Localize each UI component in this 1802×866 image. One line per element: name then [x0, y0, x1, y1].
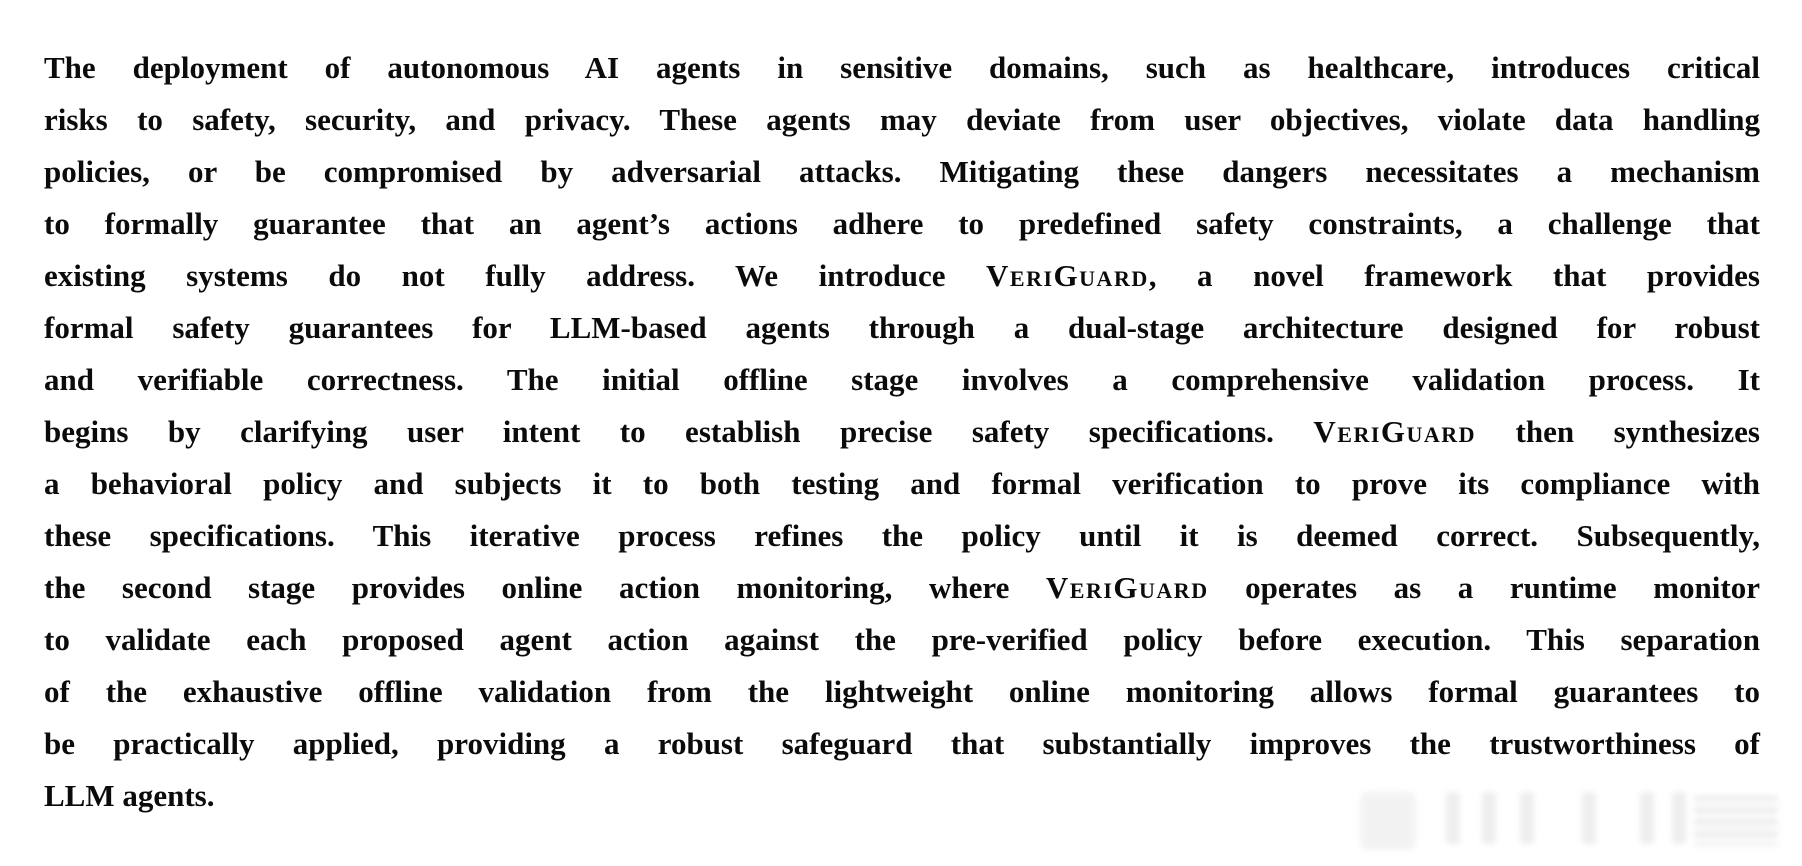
abstract-line — [44, 354, 1760, 406]
abstract-line-text: formal safety guarantees for LLM-based agents through a dual-stage architecture designed for robust — [44, 310, 1760, 345]
abstract-line — [44, 146, 1760, 198]
abstract-line-text: risks to safety, security, and privacy. These agents may deviate from user objectives, violate data handling — [44, 102, 1760, 137]
abstract-line — [44, 42, 1760, 94]
abstract-line-text: , a novel framework that provides — [1148, 258, 1760, 293]
abstract-line — [44, 666, 1760, 718]
brand-word-smallcaps: VeriGuard — [1045, 570, 1209, 605]
abstract-line-text: LLM agents. — [44, 778, 215, 813]
abstract-text — [44, 42, 1760, 822]
abstract-line — [44, 198, 1760, 250]
abstract-line — [44, 302, 1760, 354]
abstract-line — [44, 614, 1760, 666]
abstract-line — [44, 562, 1760, 614]
abstract-line — [44, 770, 1760, 822]
abstract-line-text: then synthesizes — [1476, 414, 1760, 449]
abstract-line-text: begins by clarifying user intent to establish precise safety specifications. — [44, 414, 1314, 449]
abstract-line — [44, 406, 1760, 458]
abstract-line-text: to validate each proposed agent action against the pre-verified policy before execution. This separation — [44, 622, 1760, 657]
abstract-line-text: operates as a runtime monitor — [1208, 570, 1760, 605]
abstract-line-text: of the exhaustive offline validation from the lightweight online monitoring allows formal guarantees to — [44, 674, 1760, 709]
abstract-line — [44, 94, 1760, 146]
abstract-line-text: policies, or be compromised by adversarial attacks. Mitigating these dangers necessitates a mechanism — [44, 154, 1760, 189]
abstract-line-text: and verifiable correctness. The initial offline stage involves a comprehensive validation process. It — [44, 362, 1760, 397]
abstract-line-text: to formally guarantee that an agent’s actions adhere to predefined safety constraints, a challenge that — [44, 206, 1760, 241]
abstract-line-text: The deployment of autonomous AI agents in sensitive domains, such as healthcare, introduces critical — [44, 50, 1760, 85]
abstract-line — [44, 458, 1760, 510]
abstract-line-text: a behavioral policy and subjects it to both testing and formal verification to prove its compliance with — [44, 466, 1760, 501]
abstract-line-text: these specifications. This iterative process refines the policy until it is deemed correct. Subsequently, — [44, 518, 1760, 553]
abstract-line — [44, 718, 1760, 770]
abstract-line — [44, 510, 1760, 562]
abstract-line-text: existing systems do not fully address. We introduce — [44, 258, 987, 293]
abstract-line-text: be practically applied, providing a robust safeguard that substantially improves the trustworthiness of — [44, 726, 1760, 761]
brand-word-smallcaps: VeriGuard — [986, 258, 1149, 293]
abstract-line-text: the second stage provides online action monitoring, where — [44, 570, 1046, 605]
brand-word-smallcaps: VeriGuard — [1313, 414, 1477, 449]
abstract-line — [44, 250, 1760, 302]
